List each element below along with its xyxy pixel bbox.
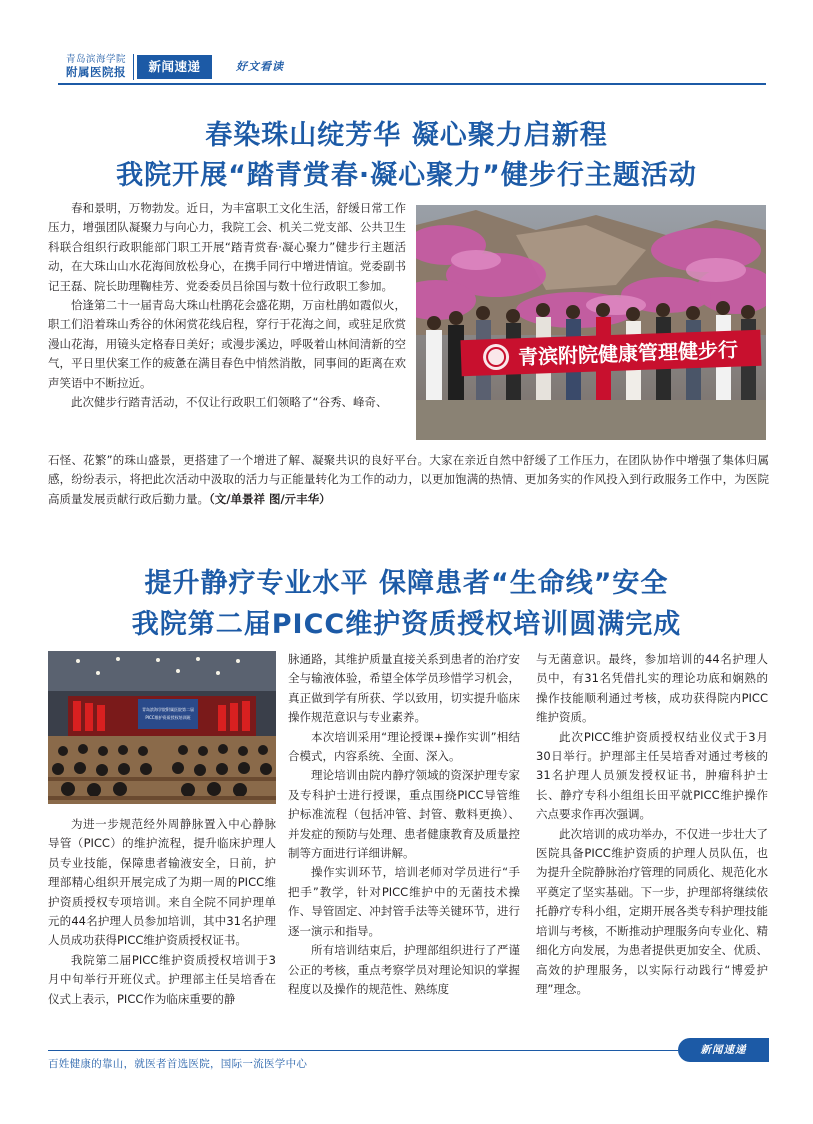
section-tagline: 好文看读 (236, 60, 284, 73)
article1-paragraph: 春和景明，万物勃发。近日，为丰富职工文化生活，舒缓日常工作压力，增强团队凝聚力与向心力，我院工会、机关二党支部、公共卫生科联合组织行政职能部门职工开展“踏青赏春·凝心聚力”健步行主题活动，在大珠山山水花海间放松身心，在携手同行中增进情谊。党委副书记王磊、院长助理鞠桂芳、党委委员吕徐国与数十位行政职工参加。 (48, 201, 406, 293)
footer-section-tab: 新闻速递 (678, 1038, 769, 1062)
section-label: 新闻速递 (137, 55, 212, 79)
article1-paragraph-start: 此次健步行踏青活动，不仅让行政职工们领略了“谷秀、峰奇、 (71, 395, 388, 410)
header-rule (58, 83, 766, 85)
training-hall-photo (48, 651, 276, 804)
hiking-group-photo (416, 205, 766, 440)
article2-paragraph: 与无菌意识。最终，参加培训的44名护理人员中，有31名凭借扎实的理论功底和娴熟的操作技能顺利通过考核，成功获得院内PICC维护资质。 (536, 652, 768, 725)
article1-credit: （文/单景祥 图/亓丰华） (209, 491, 331, 506)
article2-column-1 (48, 815, 276, 1009)
article2-paragraph: 操作实训环节，培训老师对学员进行“手把手”教学，针对PICC维护中的无菌技术操作、导管固定、冲封管手法等关键环节，进行逐一演示和指导。 (288, 865, 520, 938)
article2-paragraph: 为进一步规范经外周静脉置入中心静脉导管（PICC）的维护流程，提升临床护理人员专业技能，保障患者输液安全，日前，护理部精心组织开展完成了为期一周的PICC维护资质授权专项培训。来自全院不同护理单元的44名护理人员参加培训，其中31名护理人员成功获得PICC维护资质授权证书。 (48, 817, 276, 948)
article2-title-line2: 我院第二届PICC维护资质授权培训圆满完成 (131, 609, 682, 640)
footer-slogan: 百姓健康的靠山，就医者首选医院，国际一流医学中心 (48, 1058, 308, 1070)
article2-paragraph: 脉通路，其维护质量直接关系到患者的治疗安全与输液体验，希望全体学员珍惜学习机会，真正做到学有所获、学以致用，切实提升临床操作规范意识与专业素养。 (288, 652, 520, 725)
article2-paragraph: 理论培训由院内静疗领域的资深护理专家及专科护士进行授课，重点围绕PICC导管维护标准流程（包括冲管、封管、敷料更换）、并发症的预防与处理、患者健康教育及质量控制等方面进行详细讲解。 (288, 768, 520, 861)
article1-title-line2: 我院开展“踏青赏春·凝心聚力”健步行主题活动 (116, 160, 697, 191)
screen-text-line2: PICC维护资质授权培训班 (145, 715, 191, 720)
article2-paragraph: 此次PICC维护资质授权结业仪式于3月30日举行。护理部主任吴培香对通过考核的31名护理人员颁发授权证书，肿瘤科护士长、静疗专科小组组长田平就PICC维护操作六点要求作再次强调。 (536, 729, 768, 822)
footer-rule (48, 1050, 678, 1051)
article1-paragraph-rest: 石怪、花繁”的珠山盛景，更搭建了一个增进了解、凝聚共识的良好平台。大家在亲近自然中舒缓了工作压力，在团队协作中增强了集体归属感，纷纷表示，将把此次活动中汲取的活力与正能量转化为工作的动力，以更加饱满的热情、更加务实的作风投入到行政服务工作中，为医院高质量发展贡献行政后勤力量。（文/单景祥 图/亓丰华） (48, 453, 769, 506)
logo-line-1: 青岛滨海学院 (65, 54, 126, 65)
newspaper-logo (62, 54, 130, 79)
article1-body-full (48, 451, 769, 509)
article2-title-line1: 提升静疗专业水平 保障患者“生命线”安全 (144, 568, 669, 599)
article1-body-left (48, 199, 406, 412)
banner-text: 青滨附院健康管理健步行 (517, 337, 739, 370)
logo-line-2: 附属医院报 (66, 65, 126, 79)
article2-column-2 (288, 650, 520, 999)
article1-paragraph: 恰逢第二十一届青岛大珠山杜鹃花会盛花期，万亩杜鹃如霞似火，职工们沿着珠山秀谷的休闲赏花线启程，穿行于花海之间，或驻足欣赏漫山花海，用镜头定格春日美好；或漫步溪边，呼吸着山林间清新的空气，平日里伏案工作的疲惫在满目春色中悄然消散，同事间的距离在欢声笑语中不断拉近。 (48, 298, 406, 390)
article2-paragraph: 本次培训采用“理论授课+操作实训”相结合模式，内容系统、全面、深入。 (288, 729, 520, 764)
masthead-divider (133, 54, 134, 80)
article2-paragraph: 所有培训结束后，护理部组织进行了严谨公正的考核，重点考察学员对理论知识的掌握程度以及操作的规范性、熟练度 (288, 943, 520, 996)
article2-column-3 (536, 650, 768, 999)
article2-paragraph: 我院第二届PICC维护资质授权培训于3月中旬举行开班仪式。护理部主任吴培香在仪式上表示，PICC作为临床重要的静 (48, 952, 276, 1006)
article2-paragraph: 此次培训的成功举办，不仅进一步壮大了医院具备PICC维护资质的护理人员队伍，也为提升全院静脉治疗管理的同质化、规范化水平奠定了坚实基础。下一步，护理部将继续依托静疗专科小组，定期开展各类专科护理技能培训与考核，不断推动护理服务向专业化、精细化方向发展，为患者提供更加安全、优质、高效的护理服务，以实际行动践行“博爱护理”理念。 (536, 826, 768, 996)
masthead (0, 0, 813, 90)
screen-text-line1: 青岛滨海学院附属医院第二届 (142, 707, 194, 712)
article1-title-line1: 春染珠山绽芳华 凝心聚力启新程 (205, 120, 608, 151)
